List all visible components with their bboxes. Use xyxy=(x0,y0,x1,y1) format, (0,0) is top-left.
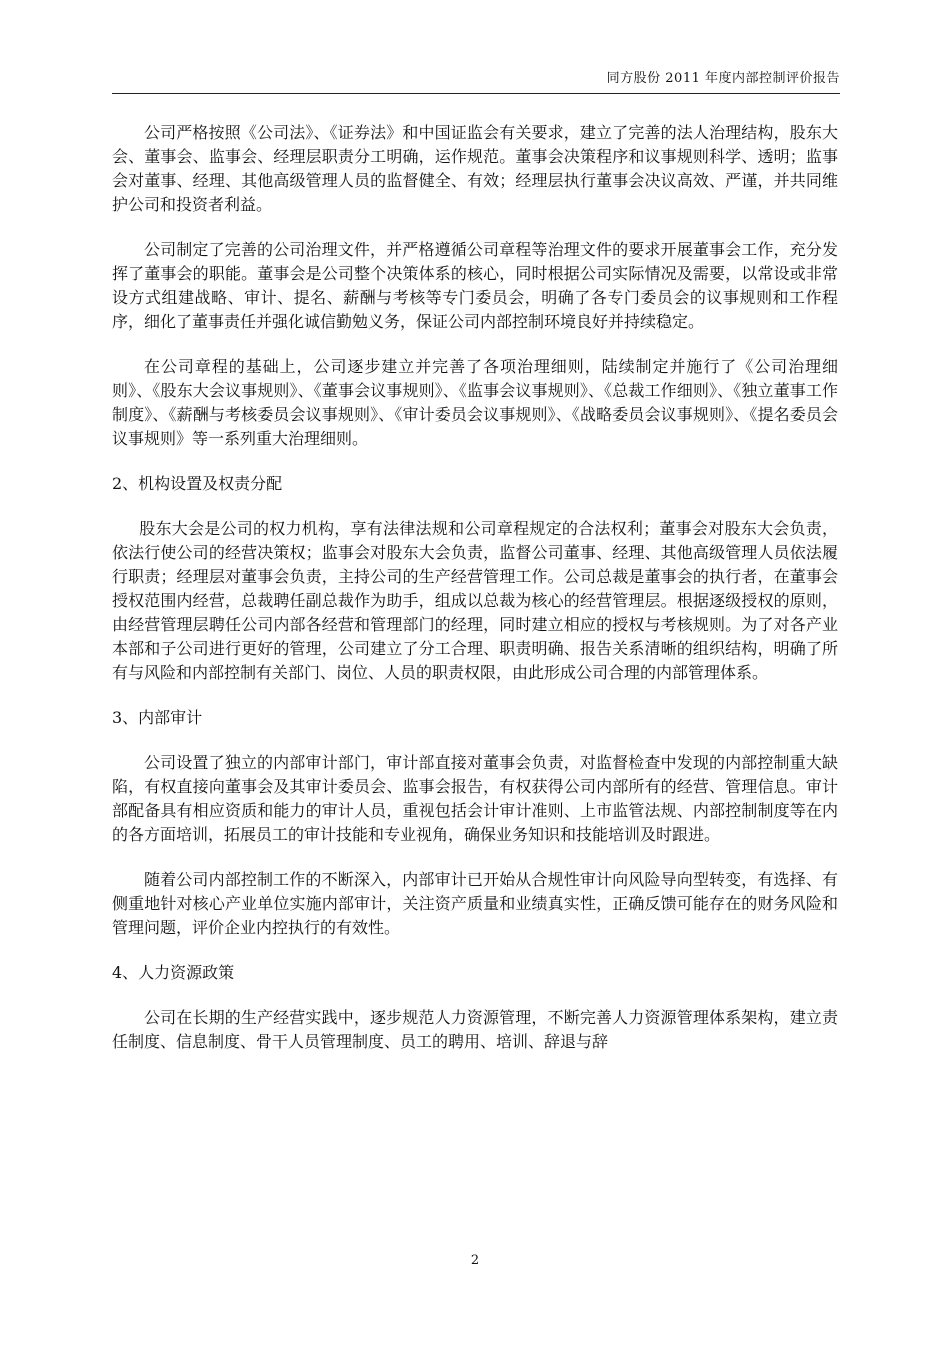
header-divider xyxy=(112,93,840,94)
section-heading-internal-audit: 3、内部审计 xyxy=(112,708,203,727)
section-heading-organization: 2、机构设置及权责分配 xyxy=(112,474,283,493)
section-heading-human-resources: 4、人力资源政策 xyxy=(112,963,235,982)
paragraph-human-resources: 公司在长期的生产经营实践中，逐步规范人力资源管理，不断完善人力资源管理体系架构，建立责任制度、信息制度、骨干人员管理制度、员工的聘用、培训、辞退与辞 xyxy=(112,1008,838,1051)
page-number: 2 xyxy=(470,1253,480,1268)
paragraph-governance-documents: 公司制定了完善的公司治理文件，并严格遵循公司章程等治理文件的要求开展董事会工作，充分发挥了董事会的职能。董事会是公司整个决策体系的核心，同时根据公司实际情况及需要，以常设或非常设方式组建战略、审计、提名、薪酬与考核等专门委员会，明确了各专门委员会的议事规则和工作程序，细化了董事责任并强化诚信勤勉义务，保证公司内部控制环境良好并持续稳定。 xyxy=(112,240,838,331)
paragraph-organization: 股东大会是公司的权力机构，享有法律法规和公司章程规定的合法权利；董事会对股东大会负责，依法行使公司的经营决策权；监事会对股东大会负责，监督公司董事、经理、其他高级管理人员依法履行职责；经理层对董事会负责，主持公司的生产经营管理工作。公司总裁是董事会的执行者，在董事会授权范围内经营，总裁聘任副总裁作为助手，组成以总裁为核心的经营管理层。根据逐级授权的原则，由经营管理层聘任公司内部各经营和管理部门的经理，同时建立相应的授权与考核规则。为了对各产业本部和子公司进行更好的管理，公司建立了分工合理、职责明确、报告关系清晰的组织结构，明确了所有与风险和内部控制有关部门、岗位、人员的职责权限，由此形成公司合理的内部管理体系。 xyxy=(112,519,838,682)
paragraph-audit-transition: 随着公司内部控制工作的不断深入，内部审计已开始从合规性审计向风险导向型转变，有选择、有侧重地针对核心产业单位实施内部审计，关注资产质量和业绩真实性，正确反馈可能存在的财务风险和管理问题，评价企业内控执行的有效性。 xyxy=(112,870,838,937)
paragraph-governance-rules: 在公司章程的基础上，公司逐步建立并完善了各项治理细则，陆续制定并施行了《公司治理细则》、《股东大会议事规则》、《董事会议事规则》、《监事会议事规则》、《总裁工作细则》、《独立董事工作制度》、《薪酬与考核委员会议事规则》、《审计委员会议事规则》、《战略委员会议事规则》、《提名委员会议事规则》等一系列重大治理细则。 xyxy=(112,357,838,448)
paragraph-governance-structure: 公司严格按照《公司法》、《证券法》和中国证监会有关要求，建立了完善的法人治理结构，股东大会、董事会、监事会、经理层职责分工明确，运作规范。董事会决策程序和议事规则科学、透明；监事会对董事、经理、其他高级管理人员的监督健全、有效；经理层执行董事会决议高效、严谨，并共同维护公司和投资者利益。 xyxy=(112,123,838,214)
paragraph-audit-department: 公司设置了独立的内部审计部门，审计部直接对董事会负责，对监督检查中发现的内部控制重大缺陷，有权直接向董事会及其审计委员会、监事会报告，有权获得公司内部所有的经营、管理信息。审计部配备具有相应资质和能力的审计人员，重视包括会计审计准则、上市监管法规、内部控制制度等在内的各方面培训，拓展员工的审计技能和专业视角，确保业务知识和技能培训及时跟进。 xyxy=(112,753,838,844)
document-body xyxy=(112,121,838,1075)
page-header: 同方股份 2011 年度内部控制评价报告 xyxy=(606,71,840,86)
